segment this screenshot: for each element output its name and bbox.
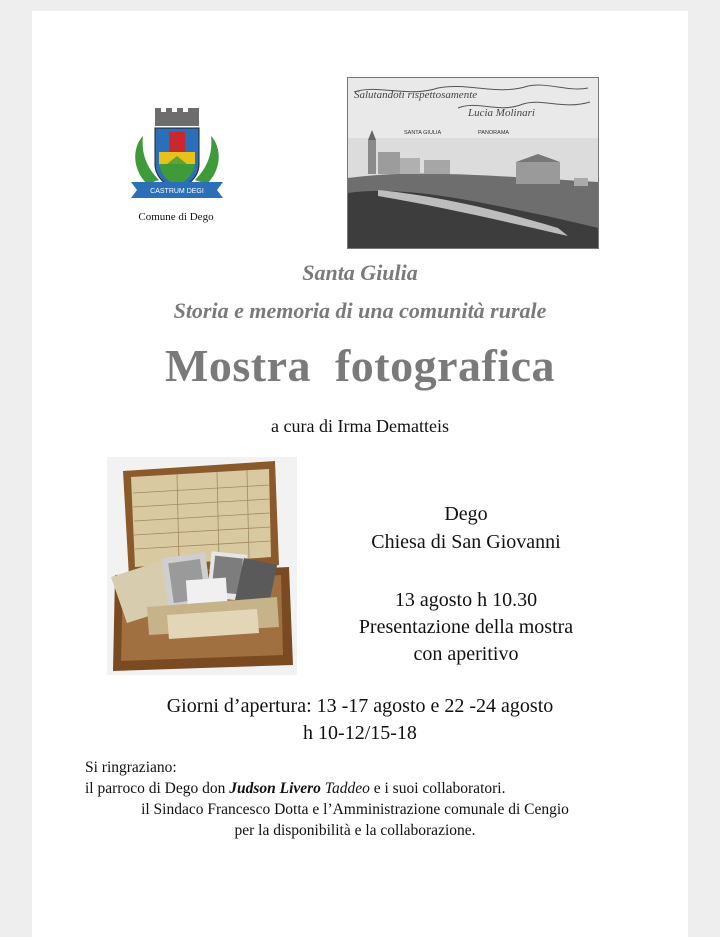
crest-motto: CASTRUM DEGI [150, 188, 204, 195]
subtitle-storia-memoria: Storia e memoria di una comunità rurale [173, 298, 547, 323]
thanks-priest-name: Judson Livero [229, 780, 321, 797]
subtitle-santa-giulia: Santa Giulia [302, 260, 418, 285]
opening-hours: h 10-12/15-18 [303, 722, 417, 744]
thanks-line-availability: per la disponibilità e la collaborazione. [234, 822, 476, 839]
thanks-line-mayor: il Sindaco Francesco Dotta e l’Amministrazione comunale di Cengio [141, 801, 569, 818]
event-town: Dego [444, 503, 488, 525]
event-presentation: Presentazione della mostra [358, 616, 574, 638]
postcard-handwriting-line1: Salutandoti rispettosamente [354, 89, 478, 101]
event-date-time: 13 agosto h 10.30 [394, 589, 538, 611]
main-title: Mostra fotografica [164, 340, 556, 391]
acknowledgements [85, 757, 645, 841]
municipality-name: Comune di Dego [138, 211, 214, 223]
opening-days: Giorni d’apertura: 13 -17 agosto e 22 -24 agosto [166, 695, 554, 717]
event-aperitivo: con aperitivo [413, 643, 519, 665]
vintage-postcard-image [347, 77, 599, 249]
suitcase-photo-image [107, 457, 297, 675]
thanks-line1-prefix: il parroco di Dego don [85, 780, 230, 797]
postcard-handwriting-line2: Lucia Molinari [468, 107, 535, 119]
postcard-panorama-label: PANORAMA [478, 130, 510, 136]
curator-line: a cura di Irma Dematteis [271, 416, 449, 436]
thanks-priest-surname: Taddeo [320, 780, 370, 797]
thanks-line1-suffix: e i suoi collaboratori. [369, 780, 506, 797]
municipal-crest-icon [125, 106, 229, 206]
postcard-place-label: SANTA GIULIA [404, 130, 442, 136]
event-venue: Chiesa di San Giovanni [371, 531, 561, 553]
thanks-intro: Si ringraziano: [85, 759, 177, 776]
poster-page [32, 11, 688, 937]
thanks-line-parish [85, 778, 645, 799]
